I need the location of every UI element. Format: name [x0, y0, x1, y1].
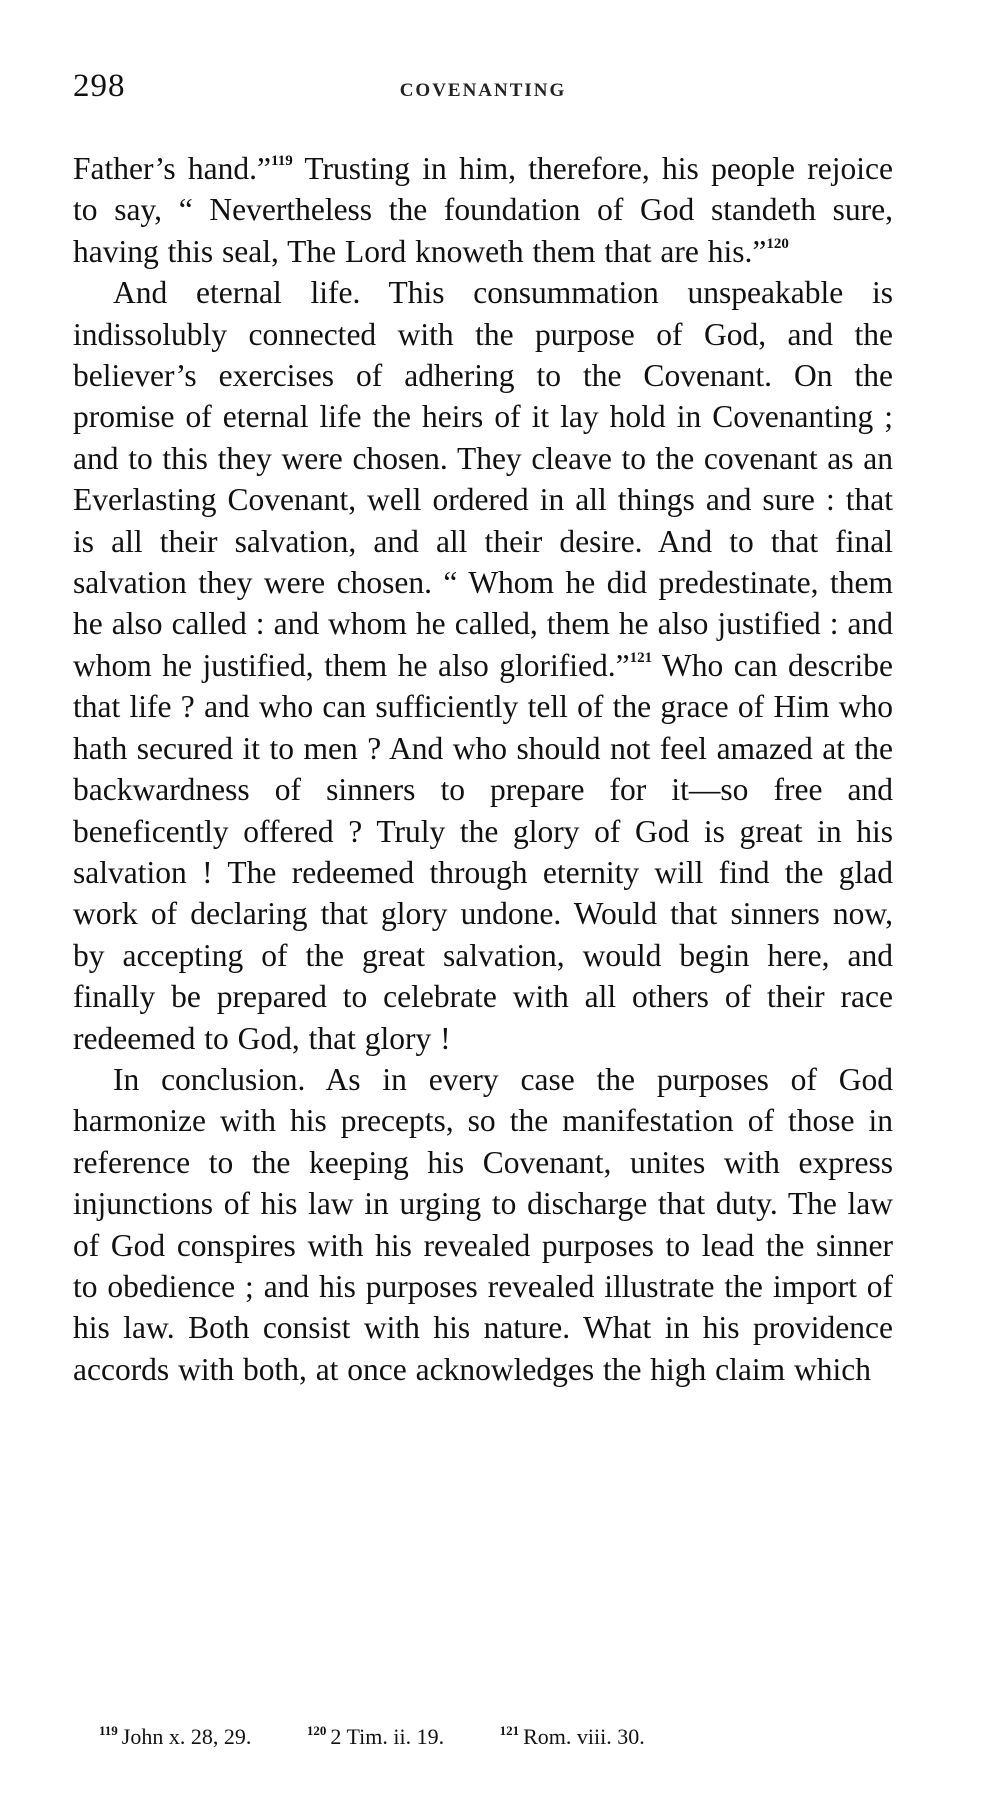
footnote-text: Rom. viii. 30. [523, 1724, 645, 1749]
page-header [73, 68, 893, 108]
footnote-text: 2 Tim. ii. 19. [330, 1724, 445, 1749]
footnote-number: 121 [499, 1723, 520, 1738]
running-head: COVENANTING [399, 80, 567, 101]
paragraph-text: And eternal life. This consummation unspeakable is indissolubly connected with the purpose of God, and the believer’s exercises of adhering to the Covenant. On the promise of eternal life the heirs of it lay hold in Covenanting ; and to this they were chosen. They cleave to the covenant as an Everlasting Covenant, well ordered in all things and sure : that is all their salvation, and all their desire. And to that final salvation they were chosen. “ Whom he did predestinate, them he also called : and whom he called, them he also justified : and whom he justified, them he also glorified.” [73, 275, 893, 683]
footnote-number: 119 [99, 1723, 118, 1738]
paragraph-text: Father’s hand.” [73, 151, 272, 186]
footnote-reference: 121 [629, 649, 653, 666]
footnote-119 [99, 1716, 251, 1752]
footnote-reference: 120 [766, 235, 789, 252]
footnotes [99, 1716, 899, 1752]
page-number: 298 [73, 68, 126, 104]
body-text [73, 148, 893, 1390]
paragraph-2 [73, 272, 893, 1059]
paragraph-3 [73, 1059, 893, 1390]
paragraph-text: In conclusion. As in every case the purposes of God harmonize with his precepts, so the manifestation of those in reference to the keeping his Covenant, unites with express injunctions of his law in urging to discharge that duty. The law of God conspires with his revealed purposes to lead the sinner to obedience ; and his purposes revealed illustrate the import of his law. Both consist with his nature. What in his providence accords with both, at once acknowledges the high claim which [73, 1061, 893, 1387]
footnote-text: John x. 28, 29. [121, 1724, 252, 1749]
paragraph-1 [73, 148, 893, 272]
footnote-reference: 119 [271, 153, 293, 169]
footnote-121 [500, 1716, 645, 1752]
footnote-120 [307, 1716, 444, 1752]
paragraph-text: Trusting in him, therefore, his people rejoice to say, “ Nevertheless the foundation of God standeth sure, having this seal, The Lord knoweth them that are his.” [73, 151, 893, 269]
footnote-number: 120 [306, 1723, 327, 1738]
paragraph-text: Who can describe that life ? and who can sufficiently tell of the grace of Him who hath secured it to men ? And who should not feel amazed at the backwardness of sinners to prepare for it—so free and beneficently offered ? Truly the glory of God is great in his salvation ! The redeemed through eternity will find the glad work of declaring that glory undone. Would that sinners now, by accepting of the great salvation, would begin here, and finally be prepared to celebrate with all others of their race redeemed to God, that glory ! [73, 647, 893, 1056]
